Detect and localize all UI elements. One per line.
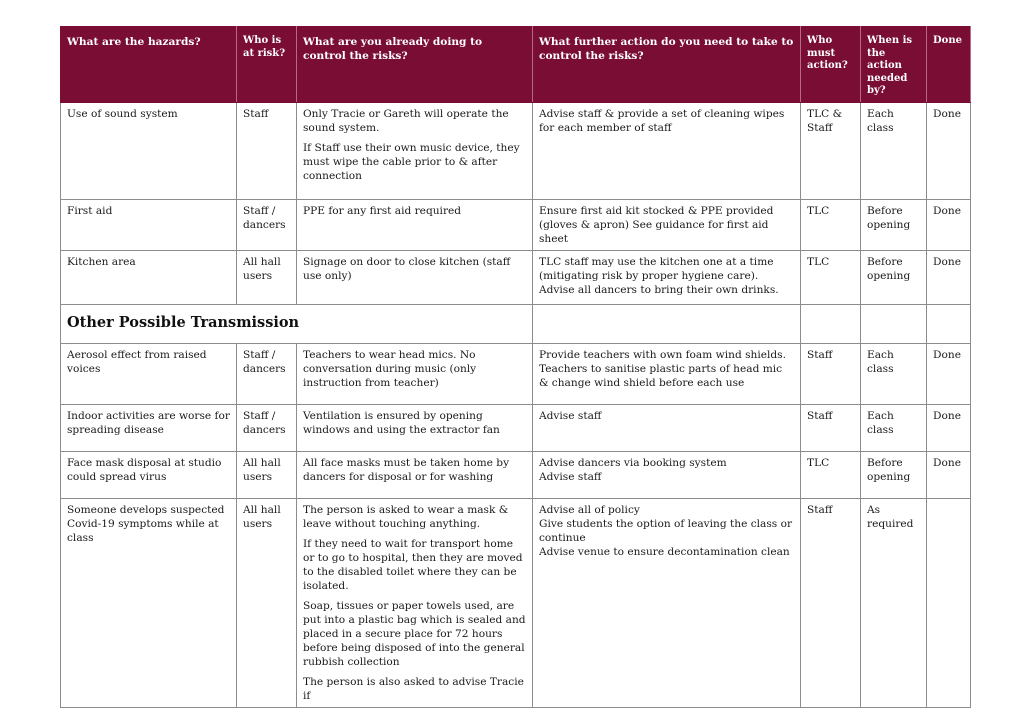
when-needed-cell: As required bbox=[861, 498, 927, 707]
who-at-risk-cell: All hall users bbox=[237, 250, 297, 304]
further-action-cell bbox=[533, 343, 801, 404]
header-who-must-action: Who must action? bbox=[801, 27, 861, 103]
controls-cell bbox=[297, 199, 533, 250]
controls-cell bbox=[297, 250, 533, 304]
header-hazards: What are the hazards? bbox=[61, 27, 237, 103]
controls-cell bbox=[297, 343, 533, 404]
who-must-action-cell: Staff bbox=[801, 498, 861, 707]
controls-cell-line: Teachers to wear head mics. No conversation during music (only instruction from teacher) bbox=[303, 348, 477, 389]
section-empty-cell bbox=[533, 304, 801, 343]
who-at-risk-cell: All hall users bbox=[237, 451, 297, 498]
when-needed-cell: Before opening bbox=[861, 250, 927, 304]
header-done: Done bbox=[927, 27, 971, 103]
hazard-cell: First aid bbox=[61, 199, 237, 250]
controls-cell bbox=[297, 498, 533, 707]
section-title: Other Possible Transmission bbox=[67, 314, 300, 331]
table-row bbox=[61, 250, 971, 304]
hazard-cell: Aerosol effect from raised voices bbox=[61, 343, 237, 404]
who-must-action-cell: TLC bbox=[801, 199, 861, 250]
controls-cell-line: The person is also asked to advise Tracie if bbox=[303, 675, 524, 702]
further-action-cell-line: Give students the option of leaving the class or continue bbox=[539, 517, 793, 544]
further-action-cell-line: TLC staff may use the kitchen one at a time (mitigating risk by proper hygiene care). bbox=[539, 255, 774, 282]
who-must-action-cell: TLC & Staff bbox=[801, 102, 861, 199]
header-further-action: What further action do you need to take to control the risks? bbox=[533, 27, 801, 103]
who-at-risk-cell: Staff bbox=[237, 102, 297, 199]
who-at-risk-cell: Staff / dancers bbox=[237, 343, 297, 404]
risk-assessment-sheet bbox=[60, 26, 970, 708]
hazard-cell: Someone develops suspected Covid-19 symptoms while at class bbox=[61, 498, 237, 707]
who-at-risk-cell: All hall users bbox=[237, 498, 297, 707]
header-when-needed: When is the action needed by? bbox=[861, 27, 927, 103]
section-row bbox=[61, 304, 971, 343]
further-action-cell bbox=[533, 199, 801, 250]
table-row bbox=[61, 343, 971, 404]
section-body bbox=[61, 304, 971, 343]
when-needed-cell: Each class bbox=[861, 102, 927, 199]
done-cell: Done bbox=[927, 404, 971, 451]
controls-cell-line: Only Tracie or Gareth will operate the sound system. bbox=[303, 107, 509, 134]
table-row bbox=[61, 102, 971, 199]
when-needed-cell: Each class bbox=[861, 343, 927, 404]
done-cell: Done bbox=[927, 102, 971, 199]
controls-cell-line: If Staff use their own music device, they must wipe the cable prior to & after connection bbox=[303, 141, 520, 182]
further-action-cell bbox=[533, 498, 801, 707]
further-action-cell-line: Teachers to sanitise plastic parts of head mic & change wind shield before each use bbox=[539, 362, 783, 389]
further-action-cell-line: Advise staff bbox=[539, 409, 602, 422]
when-needed-cell: Each class bbox=[861, 404, 927, 451]
table-row bbox=[61, 199, 971, 250]
done-cell bbox=[927, 498, 971, 707]
controls-cell-line: If they need to wait for transport home or to go to hospital, then they are moved to the disabled toilet where they can be isolated. bbox=[303, 537, 523, 592]
further-action-cell-line: Advise all of policy bbox=[539, 503, 640, 516]
further-action-cell-line: Advise staff bbox=[539, 470, 602, 483]
risk-assessment-table bbox=[60, 26, 971, 708]
further-action-cell-line: Advise all dancers to bring their own drinks. bbox=[539, 283, 779, 296]
controls-cell bbox=[297, 451, 533, 498]
controls-cell-line: Soap, tissues or paper towels used, are put into a plastic bag which is sealed and placed in a secure place for 72 hours before being disposed of into the general rubbish collection bbox=[303, 599, 526, 668]
further-action-cell-line: Ensure first aid kit stocked & PPE provided (gloves & apron) See guidance for first aid sheet bbox=[539, 204, 774, 245]
hazard-cell: Indoor activities are worse for spreading disease bbox=[61, 404, 237, 451]
section-title-cell bbox=[61, 304, 533, 343]
when-needed-cell: Before opening bbox=[861, 451, 927, 498]
who-at-risk-cell: Staff / dancers bbox=[237, 199, 297, 250]
who-must-action-cell: Staff bbox=[801, 404, 861, 451]
controls-cell-line: Signage on door to close kitchen (staff use only) bbox=[303, 255, 511, 282]
controls-cell-line: The person is asked to wear a mask & leave without touching anything. bbox=[303, 503, 509, 530]
when-needed-cell: Before opening bbox=[861, 199, 927, 250]
table-row bbox=[61, 498, 971, 707]
controls-cell-line: Ventilation is ensured by opening windows and using the extractor fan bbox=[303, 409, 500, 436]
further-action-cell-line: Advise staff & provide a set of cleaning wipes for each member of staff bbox=[539, 107, 785, 134]
done-cell: Done bbox=[927, 250, 971, 304]
further-action-cell bbox=[533, 102, 801, 199]
who-must-action-cell: Staff bbox=[801, 343, 861, 404]
further-action-cell bbox=[533, 404, 801, 451]
further-action-cell-line: Provide teachers with own foam wind shields. bbox=[539, 348, 786, 361]
hazard-cell: Kitchen area bbox=[61, 250, 237, 304]
table-row bbox=[61, 451, 971, 498]
who-must-action-cell: TLC bbox=[801, 451, 861, 498]
who-must-action-cell: TLC bbox=[801, 250, 861, 304]
hazard-cell: Use of sound system bbox=[61, 102, 237, 199]
controls-cell bbox=[297, 102, 533, 199]
who-at-risk-cell: Staff / dancers bbox=[237, 404, 297, 451]
further-action-cell bbox=[533, 451, 801, 498]
section-empty-cell bbox=[861, 304, 927, 343]
table-body-transmission bbox=[61, 343, 971, 707]
table-body-main bbox=[61, 102, 971, 304]
further-action-cell-line: Advise dancers via booking system bbox=[539, 456, 727, 469]
controls-cell-line: PPE for any first aid required bbox=[303, 204, 462, 217]
header-row bbox=[61, 27, 971, 103]
done-cell: Done bbox=[927, 451, 971, 498]
hazard-cell: Face mask disposal at studio could spread virus bbox=[61, 451, 237, 498]
section-empty-cell bbox=[801, 304, 861, 343]
header-already-doing: What are you already doing to control the risks? bbox=[297, 27, 533, 103]
controls-cell-line: All face masks must be taken home by dancers for disposal or for washing bbox=[303, 456, 510, 483]
done-cell: Done bbox=[927, 343, 971, 404]
controls-cell bbox=[297, 404, 533, 451]
section-empty-cell bbox=[927, 304, 971, 343]
further-action-cell-line: Advise venue to ensure decontamination clean bbox=[539, 545, 790, 558]
further-action-cell bbox=[533, 250, 801, 304]
table-row bbox=[61, 404, 971, 451]
done-cell: Done bbox=[927, 199, 971, 250]
header-who-at-risk: Who is at risk? bbox=[237, 27, 297, 103]
